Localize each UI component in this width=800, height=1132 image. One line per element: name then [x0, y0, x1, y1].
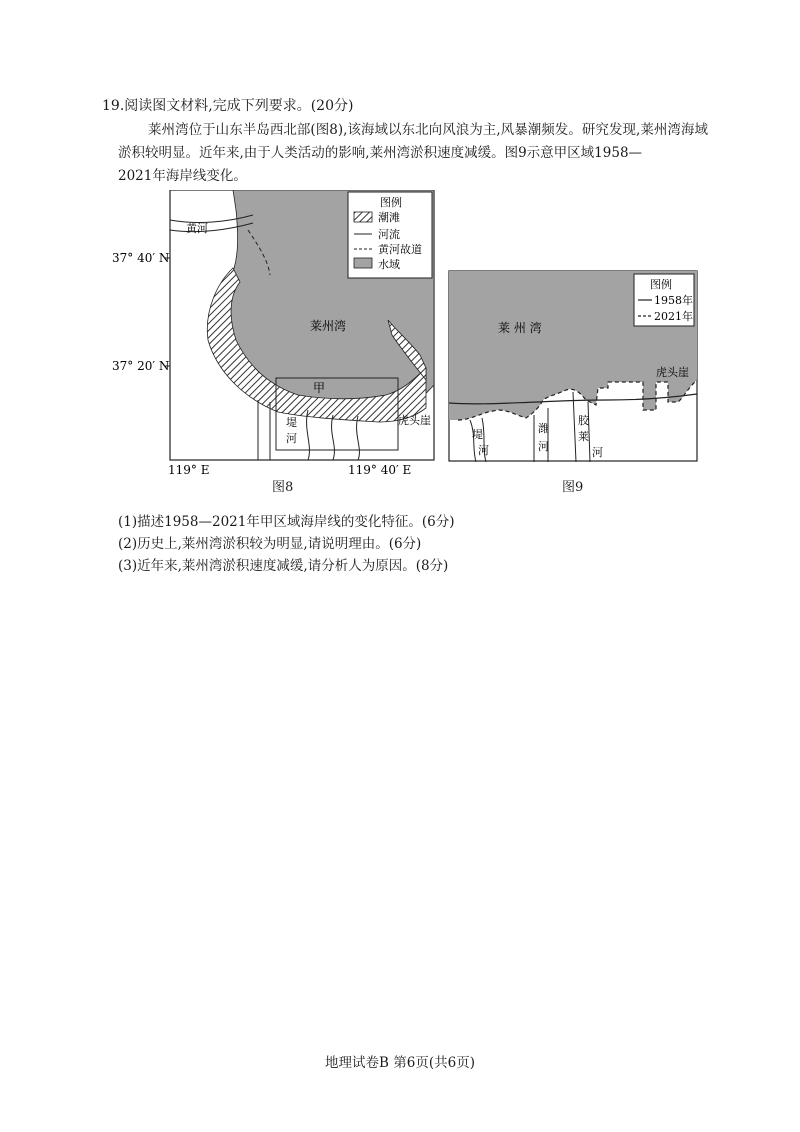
fig8-label-bay: 莱州湾	[310, 319, 347, 333]
fig8-legend-title: 图例	[380, 196, 402, 209]
fig8-label-river-ti: 堤	[286, 416, 297, 429]
fig9-label-river1-b: 河	[478, 444, 489, 457]
fig9-legend-title: 图例	[650, 278, 672, 291]
fig9-label-river3-c: 河	[592, 446, 603, 459]
subquestion-1: (1)描述1958—2021年甲区域海岸线的变化特征。(6分)	[118, 514, 455, 530]
fig8-legend-item-4: 水域	[378, 258, 400, 271]
fig9-legend-item-2: 2021年	[654, 310, 693, 323]
material-line-2: 2021年海岸线变化。	[118, 168, 247, 184]
fig9-label-bay: 莱 州 湾	[498, 321, 542, 335]
fig8-legend-item-3: 黄河故道	[378, 243, 422, 256]
fig9-caption: 图9	[562, 480, 584, 495]
lat-tick-2: 37° 20′ N	[112, 359, 170, 373]
fig8-caption: 图8	[272, 480, 294, 495]
fig9-label-river1-a: 堤	[472, 428, 483, 441]
fig9-label-cape: 虎头崖	[656, 366, 689, 379]
legend-swatch-water	[354, 258, 372, 268]
fig8-label-cape: 虎头崖	[398, 414, 431, 427]
question-title: 19.阅读图文材料,完成下列要求。(20分)	[102, 98, 354, 114]
lon-tick-1: 119° E	[168, 463, 210, 477]
fig8-label-jia: 甲	[313, 381, 326, 395]
fig8-legend-item-2: 河流	[378, 228, 400, 241]
legend-swatch-tidal	[354, 212, 372, 222]
subquestion-2: (2)历史上,莱州湾淤积较为明显,请说明理由。(6分)	[118, 536, 422, 552]
fig8-label-yellow-river: 黄河	[186, 222, 208, 235]
material-line-1: 莱州湾位于山东半岛西北部(图8),该海域以东北向风浪为主,风暴潮频发。研究发现,莱州湾海域淤积较明显。近年来,由于人类活动的影响,莱州湾淤积速度减缓。图9示意甲区域1958—	[118, 122, 708, 161]
question-material	[118, 119, 708, 188]
fig9-label-river2-a: 潍	[538, 422, 549, 435]
fig8-legend-item-1: 潮滩	[378, 211, 400, 224]
lat-tick-1: 37° 40′ N	[112, 251, 170, 265]
fig9-label-river3-a: 胶	[578, 414, 589, 427]
fig9-legend-item-1: 1958年	[654, 294, 693, 307]
subquestion-3: (3)近年来,莱州湾淤积速度减缓,请分析人为原因。(8分)	[118, 558, 449, 574]
fig9-label-river3-b: 莱	[578, 430, 589, 443]
figure-9-map	[448, 270, 700, 464]
fig9-label-river2-b: 河	[538, 440, 549, 453]
lon-tick-2: 119° 40′ E	[348, 463, 412, 477]
figure-8-map	[108, 190, 438, 480]
fig8-label-river-he: 河	[286, 432, 297, 445]
page-footer: 地理试卷B 第6页(共6页)	[325, 1055, 475, 1071]
